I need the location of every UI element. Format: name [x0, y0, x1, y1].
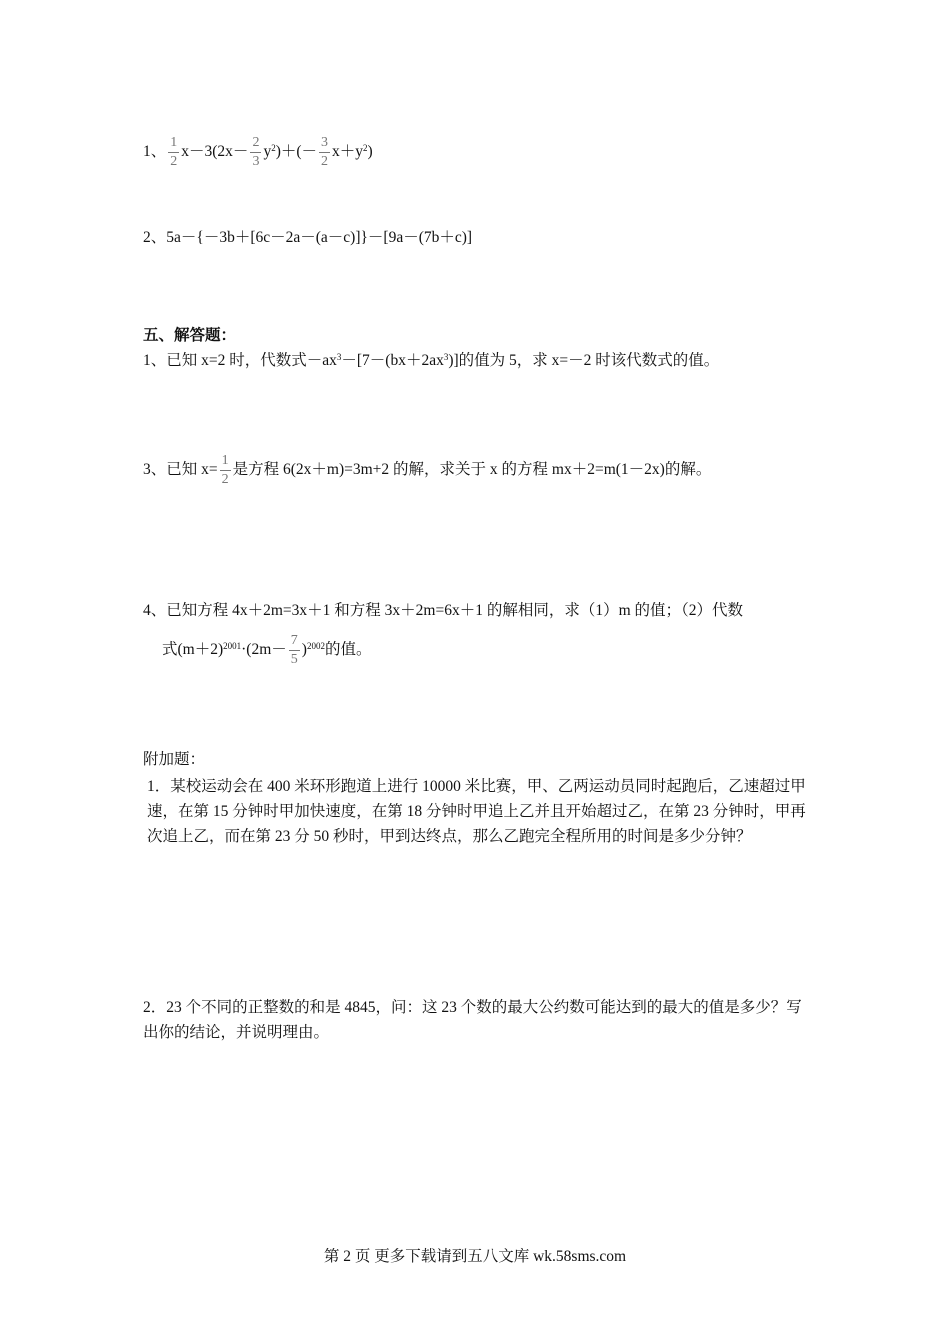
answer-question-4-line-2: 式$(m+2)^{2001}\cdot(2m-$ $\frac{7}{5}$ )$^{2002}$的值。 — [162, 633, 372, 667]
fraction: $\frac{3}{2}$ — [321, 135, 329, 169]
answer-question-1: 1、已知 x=2 时，代数式$-ax^3-[7-(bx+2ax^3)]$的值为 5，求 x=－2 时该代数式的值。 — [143, 352, 720, 369]
fraction: $\frac{7}{5}$ — [290, 633, 298, 667]
answer-question-4-line-1: 4、已知方程 4x＋2m=3x＋1 和方程 3x＋2m=6x＋1 的解相同，求（1）m 的值；（2）代数 — [143, 602, 744, 619]
answer-question-3: 3、已知 x= $\frac{1}{2}$ 是方程 6(2x＋m)=3m+2 的解，求关于 x 的方程 mx＋2=m(1－2x)的解。 — [143, 453, 712, 487]
page-footer: 第 2 页 更多下载请到五八文库 wk.58sms.com — [323, 1248, 627, 1265]
extra-question-2: 2．23 个不同的正整数的和是 4845，问：这 23 个数的最大公约数可能达到的最大的值是多少？写出你的结论，并说明理由。 — [143, 999, 802, 1041]
simplify-question-2: 2、5a－{－3b＋[6c－2a－(a－c)]}－[9a－(7b＋c)] — [143, 229, 473, 246]
fraction: $\frac{1}{2}$ — [221, 453, 229, 487]
extra-question-1: 1．某校运动会在 400 米环形跑道上进行 10000 米比赛，甲、乙两运动员同时起跑后，乙速超过甲速，在第 15 分钟时甲加快速度，在第 18 分钟时甲追上乙并且开始超过乙，在第 23 分钟时，甲再次追上乙，而在第 23 分 50 秒时，甲到达终点，那么乙跑完全程所用的时间是多少分钟？ — [147, 778, 806, 845]
simplify-question-1: 1、 $\frac{1}{2}$ x－3(2x－ $\frac{2}{3}$ $y^2)+(-$ $\frac{3}{2}$ $x+y^2$) — [143, 135, 373, 169]
section-heading: 五、解答题： — [143, 327, 237, 344]
fraction: $\frac{2}{3}$ — [252, 135, 260, 169]
fraction: $\frac{1}{2}$ — [170, 135, 178, 169]
extra-heading: 附加题： — [143, 751, 206, 768]
